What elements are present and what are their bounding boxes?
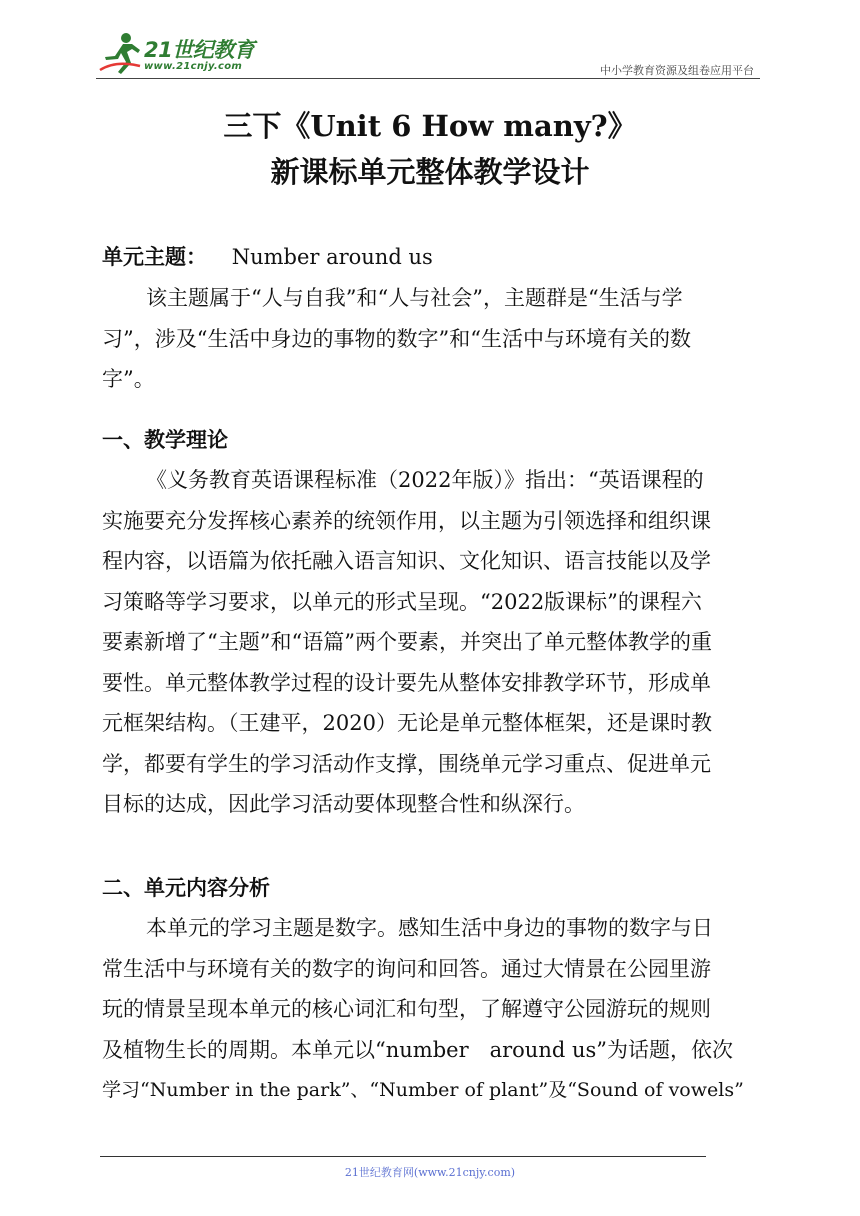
paragraph-line: 学习“Number in the park”、“Number of plant”及“Sound of vowels” [102, 1079, 744, 1101]
running-man-logo-icon [96, 30, 144, 76]
page-header [96, 30, 760, 80]
paragraph-line: 实施要充分发挥核心素养的统领作用，以主题为引领选择和组织课 [102, 508, 711, 533]
paragraph-line: 该主题属于“人与自我”和“人与社会”，主题群是“生活与学 [146, 286, 683, 310]
paragraph-line: 习”，涉及“生活中身边的事物的数字”和“生活中与环境有关的数 [102, 326, 691, 351]
unit-theme-label: 单元主题： [102, 245, 207, 269]
paragraph-line: 习策略等学习要求，以单元的形式呈现。“2022版课标”的课程六 [102, 589, 702, 614]
document-subtitle: 新课标单元整体教学设计 [270, 155, 590, 189]
site-logo[interactable] [96, 30, 266, 78]
logo-brand-text: 21世纪教育 [144, 38, 255, 62]
unit-content-paragraph [102, 908, 758, 1111]
platform-tagline: 中小学教育资源及组卷应用平台 [600, 64, 754, 77]
paragraph-line: 字”。 [102, 367, 155, 391]
footer-link[interactable]: 21世纪教育网(www.21cnjy.com) [344, 1166, 516, 1179]
theme-paragraph [102, 278, 758, 400]
document-title: 三下《Unit 6 How many?》 [223, 109, 637, 143]
paragraph-line: 目标的达成，因此学习活动要体现整合性和纵深行。 [102, 792, 585, 816]
header-divider [96, 78, 760, 79]
footer-divider [100, 1156, 706, 1157]
teaching-theory-paragraph [102, 460, 758, 825]
unit-theme-value: Number around us [231, 245, 433, 269]
paragraph-line: 要性。单元整体教学过程的设计要先从整体安排教学环节，形成单 [102, 670, 711, 695]
logo-url-text: www.21cnjy.com [144, 61, 243, 72]
paragraph-line: 程内容，以语篇为依托融入语言知识、文化知识、语言技能以及学 [102, 549, 711, 573]
paragraph-line: 常生活中与环境有关的数字的询问和回答。通过大情景在公园里游 [102, 956, 711, 981]
paragraph-line: 及植物生长的周期。本单元以“number around us”为话题，依次 [102, 1037, 734, 1062]
section-heading-teaching-theory: 一、教学理论 [102, 428, 228, 452]
paragraph-line: 要素新增了“主题”和“语篇”两个要素，并突出了单元整体教学的重 [102, 630, 712, 654]
paragraph-line: 《义务教育英语课程标准（2022年版）》指出：“英语课程的 [146, 468, 704, 492]
paragraph-line: 学，都要有学生的学习活动作支撑，围绕单元学习重点、促进单元 [102, 751, 711, 776]
paragraph-line: 玩的情景呈现本单元的核心词汇和句型，了解遵守公园游玩的规则 [102, 997, 711, 1021]
paragraph-line: 本单元的学习主题是数字。感知生活中身边的事物的数字与日 [146, 916, 713, 940]
paragraph-line: 元框架结构。（王建平，2020）无论是单元整体框架，还是课时教 [102, 711, 712, 735]
section-heading-unit-content-analysis: 二、单元内容分析 [102, 876, 270, 900]
unit-theme-line [102, 237, 758, 278]
